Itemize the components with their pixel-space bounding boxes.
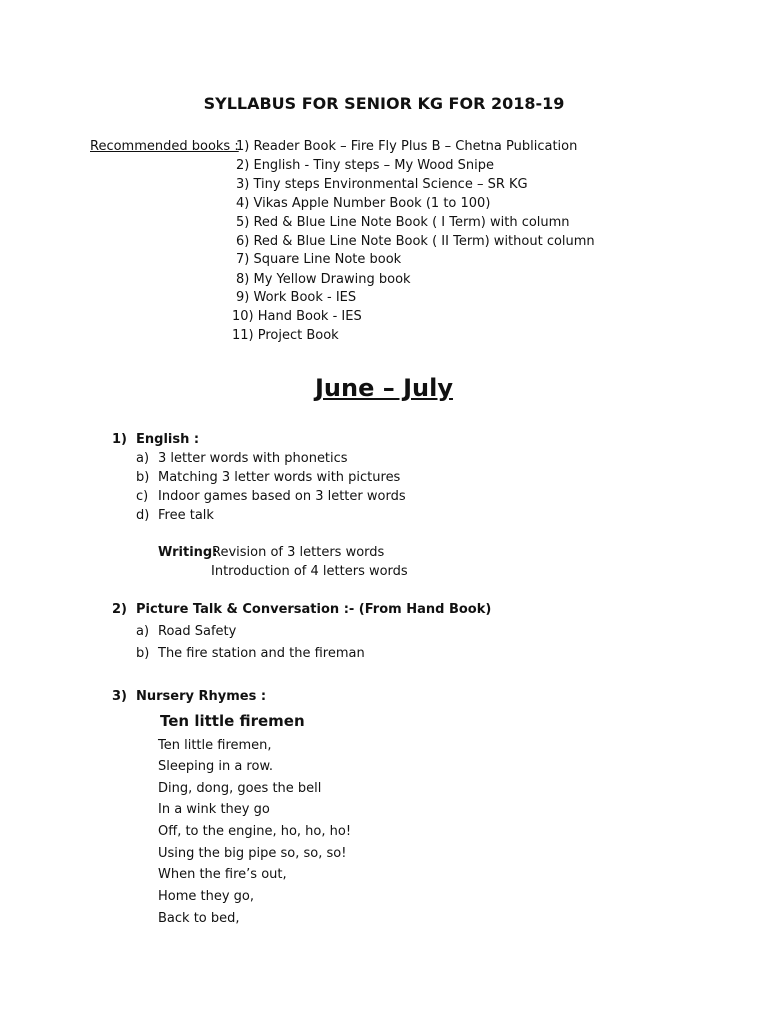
book-item: 11) Project Book xyxy=(232,328,339,343)
book-item: 6) Red & Blue Line Note Book ( II Term) without column xyxy=(236,234,595,249)
book-item: 1) Reader Book – Fire Fly Plus B – Chetna Publication xyxy=(236,139,578,154)
rhyme-line: Sleeping in a row. xyxy=(158,759,274,774)
book-item: 9) Work Book - IES xyxy=(236,290,357,305)
rhyme-line: Back to bed, xyxy=(158,911,240,926)
list-item: Free talk xyxy=(158,508,214,523)
rhyme-line: In a wink they go xyxy=(158,802,270,817)
list-item: Road Safety xyxy=(158,624,237,639)
item-letter: b) xyxy=(136,646,150,661)
book-item: 4) Vikas Apple Number Book (1 to 100) xyxy=(236,196,491,211)
rhyme-line: When the fire’s out, xyxy=(158,867,287,882)
book-item: 5) Red & Blue Line Note Book ( I Term) with column xyxy=(236,215,570,230)
book-item: 10) Hand Book - IES xyxy=(232,309,362,324)
section-number: 2) xyxy=(112,602,127,617)
list-item: The fire station and the fireman xyxy=(158,646,365,661)
writing-text: Introduction of 4 letters words xyxy=(211,564,408,579)
month-heading: June – July xyxy=(315,374,453,402)
rhyme-line: Home they go, xyxy=(158,889,255,904)
list-item: 3 letter words with phonetics xyxy=(158,451,348,466)
list-item: Indoor games based on 3 letter words xyxy=(158,489,406,504)
rhyme-line: Off, to the engine, ho, ho, ho! xyxy=(158,824,352,839)
item-letter: a) xyxy=(136,451,150,466)
recommended-books-label: Recommended books : xyxy=(90,139,239,154)
item-letter: a) xyxy=(136,624,150,639)
rhyme-title: Ten little firemen xyxy=(160,712,305,730)
rhyme-line: Using the big pipe so, so, so! xyxy=(158,846,347,861)
book-item: 7) Square Line Note book xyxy=(236,252,402,267)
list-item: Matching 3 letter words with pictures xyxy=(158,470,401,485)
book-item: 8) My Yellow Drawing book xyxy=(236,272,411,287)
book-item: 2) English - Tiny steps – My Wood Snipe xyxy=(236,158,495,173)
writing-label: Writing: xyxy=(158,545,218,560)
item-letter: d) xyxy=(136,508,150,523)
rhyme-line: Ding, dong, goes the bell xyxy=(158,781,322,796)
writing-text: Revision of 3 letters words xyxy=(212,545,385,560)
document-title: SYLLABUS FOR SENIOR KG FOR 2018-19 xyxy=(203,94,565,113)
section-heading: English : xyxy=(136,432,200,447)
section-number: 3) xyxy=(112,689,127,704)
item-letter: b) xyxy=(136,470,150,485)
book-item: 3) Tiny steps Environmental Science – SR KG xyxy=(236,177,528,192)
section-heading: Picture Talk & Conversation :- (From Hand Book) xyxy=(136,602,492,617)
section-heading: Nursery Rhymes : xyxy=(136,689,267,704)
item-letter: c) xyxy=(136,489,149,504)
rhyme-line: Ten little firemen, xyxy=(158,738,272,753)
section-number: 1) xyxy=(112,432,127,447)
